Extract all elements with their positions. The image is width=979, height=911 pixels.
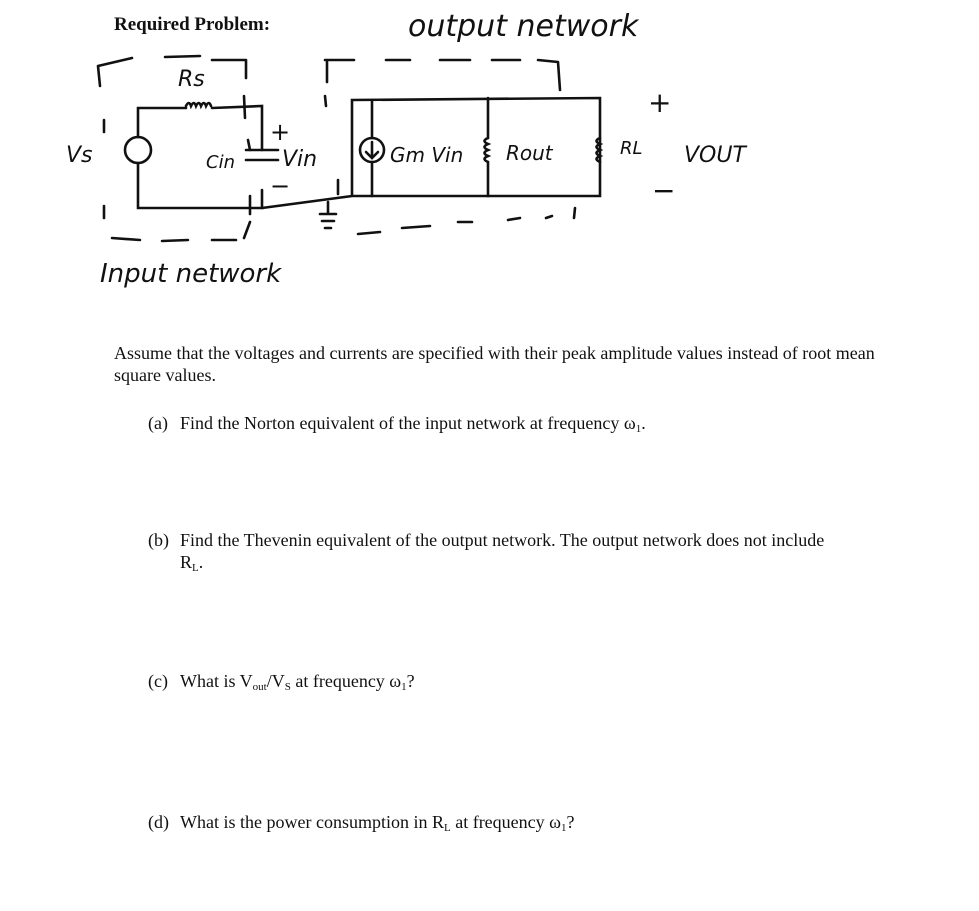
problem-heading: Required Problem:	[114, 14, 271, 35]
problem-intro: Assume that the voltages and currents are specified with their peak amplitude values instead of root mean square values.	[114, 343, 875, 385]
vout-plus: +	[648, 86, 672, 119]
part-b-label: (b)	[148, 530, 169, 550]
part-c-label: (c)	[148, 671, 168, 691]
rout-label: Rout	[506, 141, 553, 165]
input-network-label: Input network	[100, 259, 282, 289]
rs-resistor	[186, 103, 211, 106]
part-a	[148, 412, 646, 440]
cin-capacitor	[246, 150, 278, 160]
ground-symbol	[320, 202, 336, 228]
rout-resistor	[485, 98, 489, 196]
current-arrow	[366, 142, 378, 158]
part-a-label: (a)	[148, 413, 168, 433]
circuit-diagram	[0, 0, 979, 320]
part-a-tail: .	[641, 413, 646, 433]
part-b	[148, 529, 928, 579]
vs-label: Vs	[66, 143, 93, 168]
part-a-sub: 1	[635, 423, 642, 435]
part-d-label: (d)	[148, 812, 169, 832]
cin-label: Cin	[206, 152, 235, 173]
part-d: (d) What is the power consumption in $R_L$ at frequency $\omega_1$?	[148, 812, 575, 834]
vout-label: VOUT	[684, 143, 746, 168]
output-network-label: output network	[408, 9, 639, 44]
gm-vin-label: Gm Vin	[390, 143, 464, 167]
vout-minus: −	[652, 174, 676, 207]
rs-label: Rs	[178, 67, 205, 92]
rl-label: RL	[620, 138, 643, 159]
vin-label: Vin	[282, 147, 318, 172]
input-wires	[138, 106, 262, 208]
part-a-text: Find the Norton equivalent of the input network at frequency ω	[180, 413, 636, 433]
part-b-text: Find the Thevenin equivalent of the output network. The output network does not include	[180, 530, 825, 550]
vin-plus: +	[270, 118, 291, 146]
part-b-continuation: $R_L$.	[180, 552, 204, 574]
vin-minus: −	[270, 172, 291, 200]
input-network-boundary	[98, 56, 250, 241]
vs-source	[125, 137, 151, 163]
part-c: (c) What is $V_{out}/V_S$ at frequency $\omega_1$?	[148, 671, 415, 693]
